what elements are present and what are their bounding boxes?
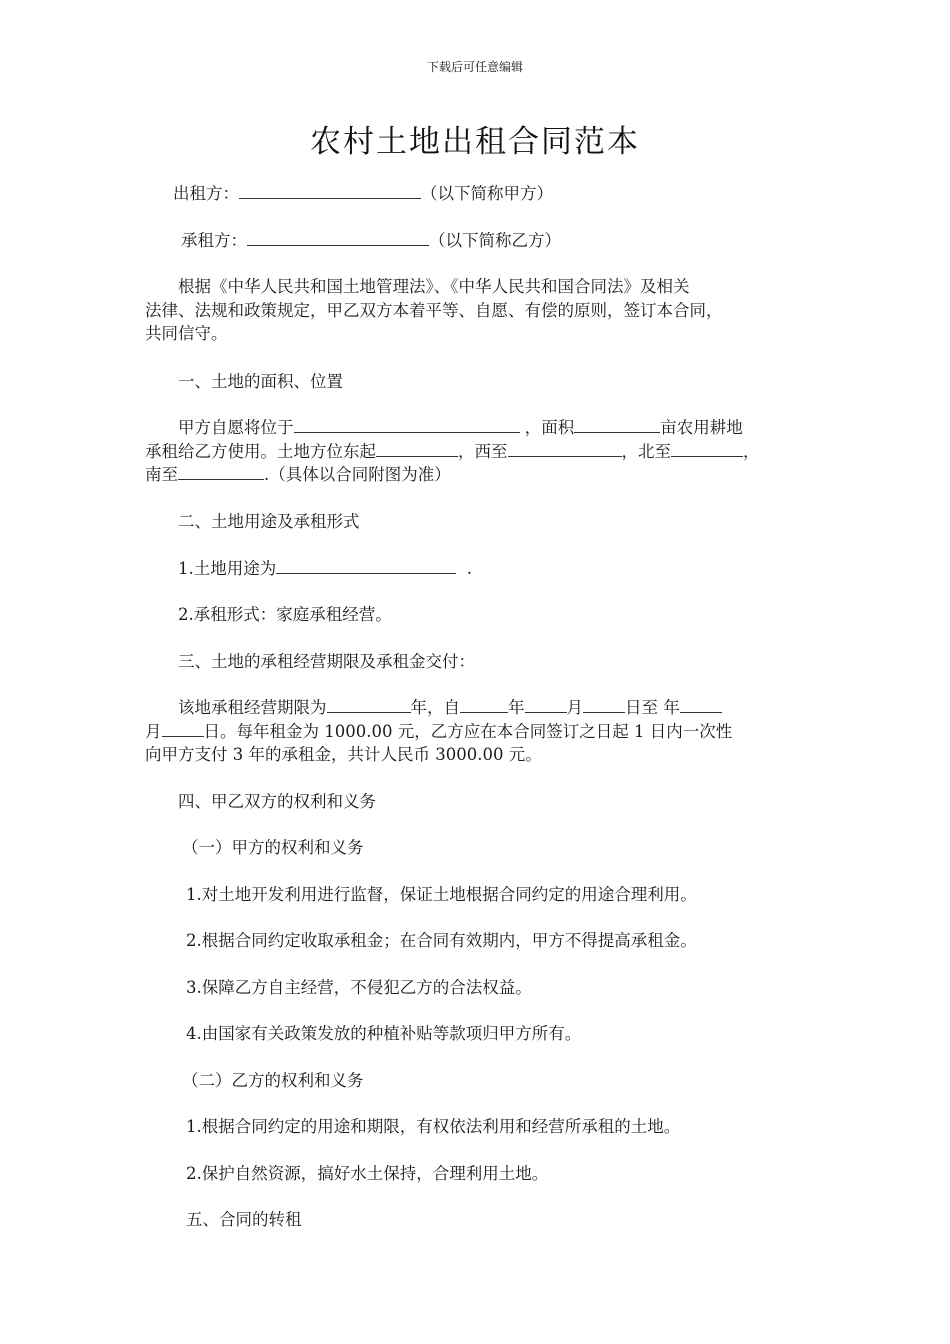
- lessee-suffix: （以下简称乙方）: [429, 231, 561, 250]
- term-years-blank[interactable]: [327, 697, 411, 713]
- section-4-sub-2: （二）乙方的权利和义务: [182, 1071, 364, 1090]
- lessee-label: 承租方：: [181, 231, 247, 250]
- section-1-heading: 一、土地的面积、位置: [178, 372, 343, 391]
- section-2-item-1: 1.土地用途为 .: [178, 559, 472, 578]
- lessor-line: [173, 182, 843, 206]
- west-boundary-blank[interactable]: [508, 441, 622, 457]
- lessor-name-blank[interactable]: [239, 183, 421, 199]
- section-4-a4: 4.由国家有关政策发放的种植补贴等款项归甲方所有。: [186, 1024, 582, 1043]
- lessor-suffix: （以下简称甲方）: [421, 184, 553, 203]
- section-4-b2: 2.保护自然资源，搞好水土保持，合理利用土地。: [186, 1164, 549, 1183]
- section-4-sub-1: （一）甲方的权利和义务: [182, 838, 364, 857]
- south-boundary-blank[interactable]: [178, 464, 264, 480]
- east-boundary-blank[interactable]: [376, 441, 458, 457]
- land-use-blank[interactable]: [276, 558, 456, 574]
- section-2-heading: 二、土地用途及承租形式: [178, 512, 360, 531]
- section-4-a2: 2.根据合同约定收取承租金；在合同有效期内，甲方不得提高承租金。: [186, 931, 697, 950]
- preamble-line-2: 法律、法规和政策规定，甲乙双方本着平等、自愿、有偿的原则，签订本合同，: [145, 300, 723, 320]
- start-day-blank[interactable]: [583, 697, 625, 713]
- area-blank[interactable]: [574, 417, 660, 433]
- section-4-a1: 1.对土地开发利用进行监督，保证土地根据合同约定的用途合理利用。: [186, 885, 697, 904]
- lessee-name-blank[interactable]: [247, 230, 429, 246]
- start-year-blank[interactable]: [460, 697, 508, 713]
- section-3-paragraph: 该地承租经营期限为 年，自 年 月 日至 年 月 日。每年租金为 1000.00 元，乙方应在本合同签订之日起 1 日内一次性 向甲方支付 3 年的承租金，共计人民币 3000.00 元。: [145, 698, 733, 764]
- end-day-blank[interactable]: [162, 721, 204, 737]
- preamble-line-1: 根据《中华人民共和国土地管理法》、《中华人民共和国合同法》及相关: [178, 277, 690, 296]
- section-1-paragraph: 甲方自愿将位于 ，面积 亩农用耕地 承租给乙方使用。土地方位东起 ，西至 ，北至 ， 南至 .（具体以合同附图为准）: [145, 418, 760, 484]
- section-3-heading: 三、土地的承租经营期限及承租金交付：: [178, 652, 475, 671]
- section-5-heading: 五、合同的转租: [186, 1210, 302, 1229]
- section-4-b1: 1.根据合同约定的用途和期限，有权依法利用和经营所承租的土地。: [186, 1117, 681, 1136]
- location-blank[interactable]: [294, 417, 520, 433]
- start-month-blank[interactable]: [525, 697, 567, 713]
- lessor-label: 出租方：: [173, 184, 239, 203]
- section-2-item-2: 2.承租形式：家庭承租经营。: [178, 605, 392, 624]
- north-boundary-blank[interactable]: [671, 441, 743, 457]
- end-year-blank[interactable]: [680, 697, 722, 713]
- section-4-heading: 四、甲乙双方的权利和义务: [178, 792, 376, 811]
- preamble-line-3: 共同信守。: [145, 324, 228, 343]
- document-title: 农村土地出租合同范本: [310, 124, 640, 160]
- section-4-a3: 3.保障乙方自主经营，不侵犯乙方的合法权益。: [186, 978, 532, 997]
- page-header: 下载后可任意编辑: [426, 60, 523, 74]
- lessee-line: [181, 229, 851, 253]
- preamble-paragraph: [145, 275, 815, 346]
